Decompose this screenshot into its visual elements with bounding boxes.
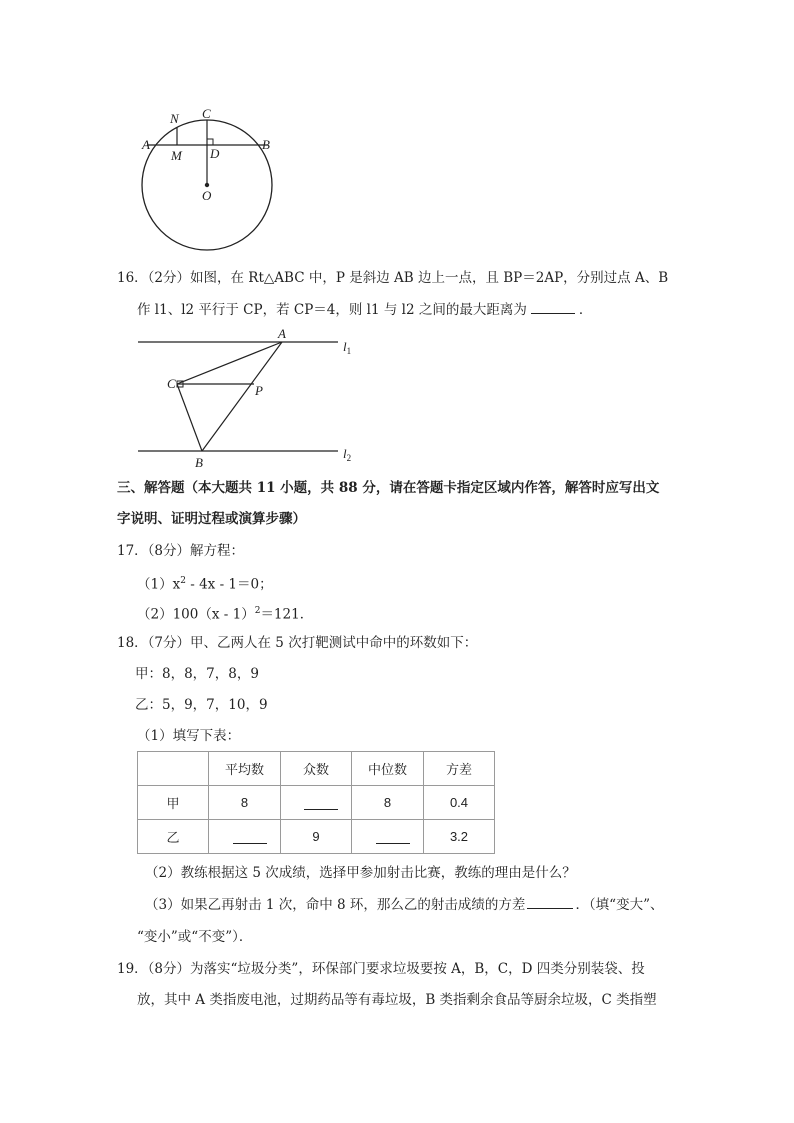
cell-mean-blank bbox=[209, 820, 281, 854]
section3-heading-line2: 字说明、证明过程或演算步骤） bbox=[117, 511, 306, 527]
eq1-text-rest: - 4x - 1＝0； bbox=[185, 576, 273, 593]
header-median: 中位数 bbox=[352, 752, 424, 786]
cell-mode: 9 bbox=[281, 820, 352, 854]
circle-figure bbox=[130, 100, 290, 260]
answer-blank bbox=[527, 896, 573, 909]
q16-line1: 16．（2分）如图，在 Rt△ABC 中，P 是斜边 AB 边上一点，且 BP＝2AP，分别过点 A、B bbox=[117, 270, 669, 286]
section3-heading-line1: 三、解答题（本大题共 11 小题，共 88 分，请在答题卡指定区域内作答，解答时应写出文 bbox=[117, 480, 660, 496]
segment-cb bbox=[177, 384, 202, 451]
eq2-sup: 2 bbox=[254, 606, 261, 616]
label-l2: $l_2$ bbox=[343, 446, 352, 463]
table-header-row bbox=[138, 752, 495, 786]
cell-mean: 8 bbox=[209, 786, 281, 820]
label-m: M bbox=[171, 148, 182, 163]
row-name: 甲 bbox=[138, 786, 209, 820]
q18-yi-scores: 乙：5，9，7，10，9 bbox=[135, 697, 268, 713]
header-mode: 众数 bbox=[281, 752, 352, 786]
label-c: C bbox=[167, 376, 176, 391]
header-variance: 方差 bbox=[424, 752, 495, 786]
q18-part2: （2）教练根据这 5 次成绩，选择甲参加射击比赛，教练的理由是什么？ bbox=[145, 865, 576, 881]
label-o: O bbox=[202, 188, 212, 203]
eq2-text: （2）100（x - 1） bbox=[137, 606, 255, 623]
q18-part3 bbox=[145, 895, 664, 915]
q18-jia-scores: 甲：8，8，7，8，9 bbox=[135, 666, 259, 682]
label-a: A bbox=[142, 137, 150, 152]
eq1-text: （1）x bbox=[137, 576, 181, 593]
answer-blank bbox=[304, 797, 338, 810]
label-n: N bbox=[170, 111, 179, 126]
center-point bbox=[205, 183, 209, 187]
q17-equation-2 bbox=[137, 601, 313, 625]
q16-line2 bbox=[137, 300, 592, 320]
q17-equation-1 bbox=[137, 571, 273, 595]
cell-variance: 0.4 bbox=[424, 786, 495, 820]
q16-line2-end: ． bbox=[578, 302, 593, 318]
score-table bbox=[137, 751, 495, 854]
q18-part1: （1）填写下表： bbox=[137, 728, 241, 744]
q18-part3-cont: “变小”或“不变”）． bbox=[137, 929, 253, 945]
answer-blank bbox=[531, 301, 575, 314]
q18-title: 18．（7分）甲、乙两人在 5 次打靶测试中命中的环数如下： bbox=[117, 635, 478, 651]
answer-blank bbox=[233, 831, 267, 844]
q19-line1: 19．（8分）为落实“垃圾分类”，环保部门要求垃圾要按 A，B，C，D 四类分别装袋、投 bbox=[117, 961, 645, 977]
table-row bbox=[138, 820, 495, 854]
label-l1: $l_1$ bbox=[343, 339, 352, 356]
header-empty bbox=[138, 752, 209, 786]
part3-text: （3）如果乙再射击 1 次，命中 8 环，那么乙的射击成绩的方差 bbox=[145, 897, 526, 913]
q16-line2-text: 作 l1、l2 平行于 CP，若 CP＝4，则 l1 与 l2 之间的最大距离为 bbox=[137, 302, 527, 318]
answer-blank bbox=[376, 831, 410, 844]
cell-median-blank bbox=[352, 820, 424, 854]
cell-median: 8 bbox=[352, 786, 424, 820]
label-a: A bbox=[278, 326, 286, 341]
eq1-sup: 2 bbox=[180, 576, 186, 586]
cell-mode-blank bbox=[281, 786, 352, 820]
label-b: B bbox=[195, 455, 203, 470]
eq2-text-rest: ＝121． bbox=[260, 606, 314, 623]
table-row bbox=[138, 786, 495, 820]
part3-text-end: ．（填“变大”、 bbox=[575, 897, 664, 913]
label-b: B bbox=[262, 137, 270, 152]
row-name: 乙 bbox=[138, 820, 209, 854]
cell-variance: 3.2 bbox=[424, 820, 495, 854]
label-d: D bbox=[210, 146, 220, 161]
q17-title: 17．（8分）解方程： bbox=[117, 543, 245, 559]
label-p: P bbox=[255, 383, 263, 398]
q19-line2: 放，其中 A 类指废电池，过期药品等有毒垃圾，B 类指剩余食品等厨余垃圾，C 类指塑 bbox=[137, 992, 657, 1008]
header-mean: 平均数 bbox=[209, 752, 281, 786]
label-c: C bbox=[202, 106, 211, 121]
right-angle-mark bbox=[207, 139, 213, 145]
triangle-figure bbox=[130, 325, 370, 475]
